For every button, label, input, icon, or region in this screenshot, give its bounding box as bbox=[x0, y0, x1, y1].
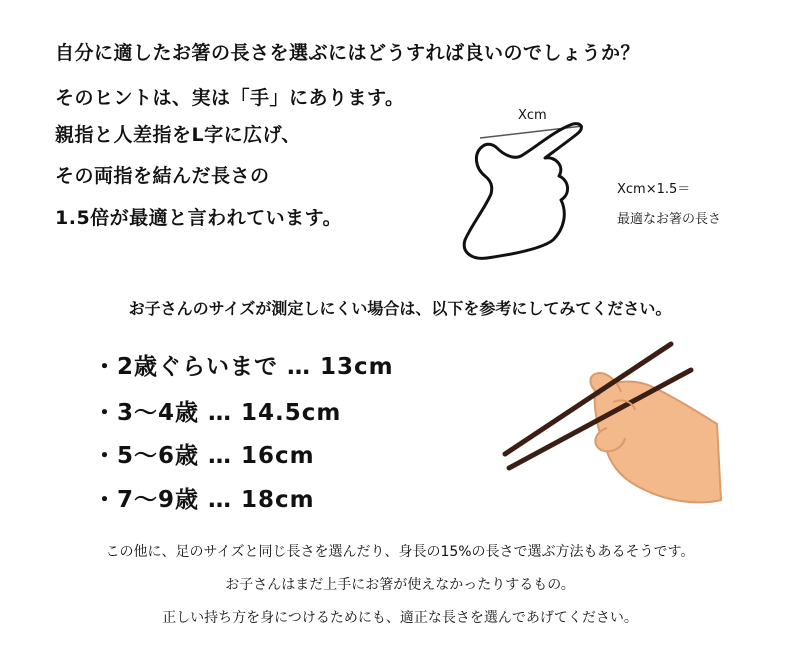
footer-line-2: お子さんはまだ上手にお箸が使えなかったりするもの。 bbox=[225, 577, 575, 593]
intro-line-5: 1.5倍が最適と言われています。 bbox=[55, 207, 343, 229]
measurement-label: Xcm bbox=[518, 108, 547, 123]
measurement-notice: お子さんのサイズが測定しにくい場合は、以下を参考にしてみてください。 bbox=[128, 299, 672, 318]
size-item-age-3-4: ・3～4歳 … 14.5cm bbox=[93, 400, 342, 426]
size-item-age-2: ・2歳ぐらいまで … 13cm bbox=[93, 354, 394, 380]
hand-with-chopsticks-illustration bbox=[495, 340, 735, 520]
intro-line-1: 自分に適したお箸の長さを選ぶにはどうすれば良いのでしょうか？ bbox=[55, 42, 641, 64]
hand-outline bbox=[464, 124, 581, 259]
size-item-age-5-6: ・5～6歳 … 16cm bbox=[93, 443, 315, 469]
size-item-age-7-9: ・7～9歳 … 18cm bbox=[93, 487, 315, 513]
formula-line-1: Xcm×1.5＝ bbox=[617, 182, 691, 197]
formula-line-2: 最適なお箸の長さ bbox=[617, 212, 722, 227]
intro-line-4: その両指を結んだ長さの bbox=[55, 165, 270, 187]
intro-line-3: 親指と人差指をL字に広げ、 bbox=[55, 124, 301, 146]
footer-line-3: 正しい持ち方を身につけるためにも、適正な長さを選んであげてください。 bbox=[162, 610, 638, 626]
hand-l-shape-illustration bbox=[455, 108, 605, 278]
hand-shape bbox=[590, 373, 721, 502]
footer-line-1: この他に、足のサイズと同じ長さを選んだり、身長の15%の長さで選ぶ方法もあるそうです。 bbox=[105, 544, 695, 560]
intro-line-2: そのヒントは、実は「手」にあります。 bbox=[55, 87, 405, 109]
